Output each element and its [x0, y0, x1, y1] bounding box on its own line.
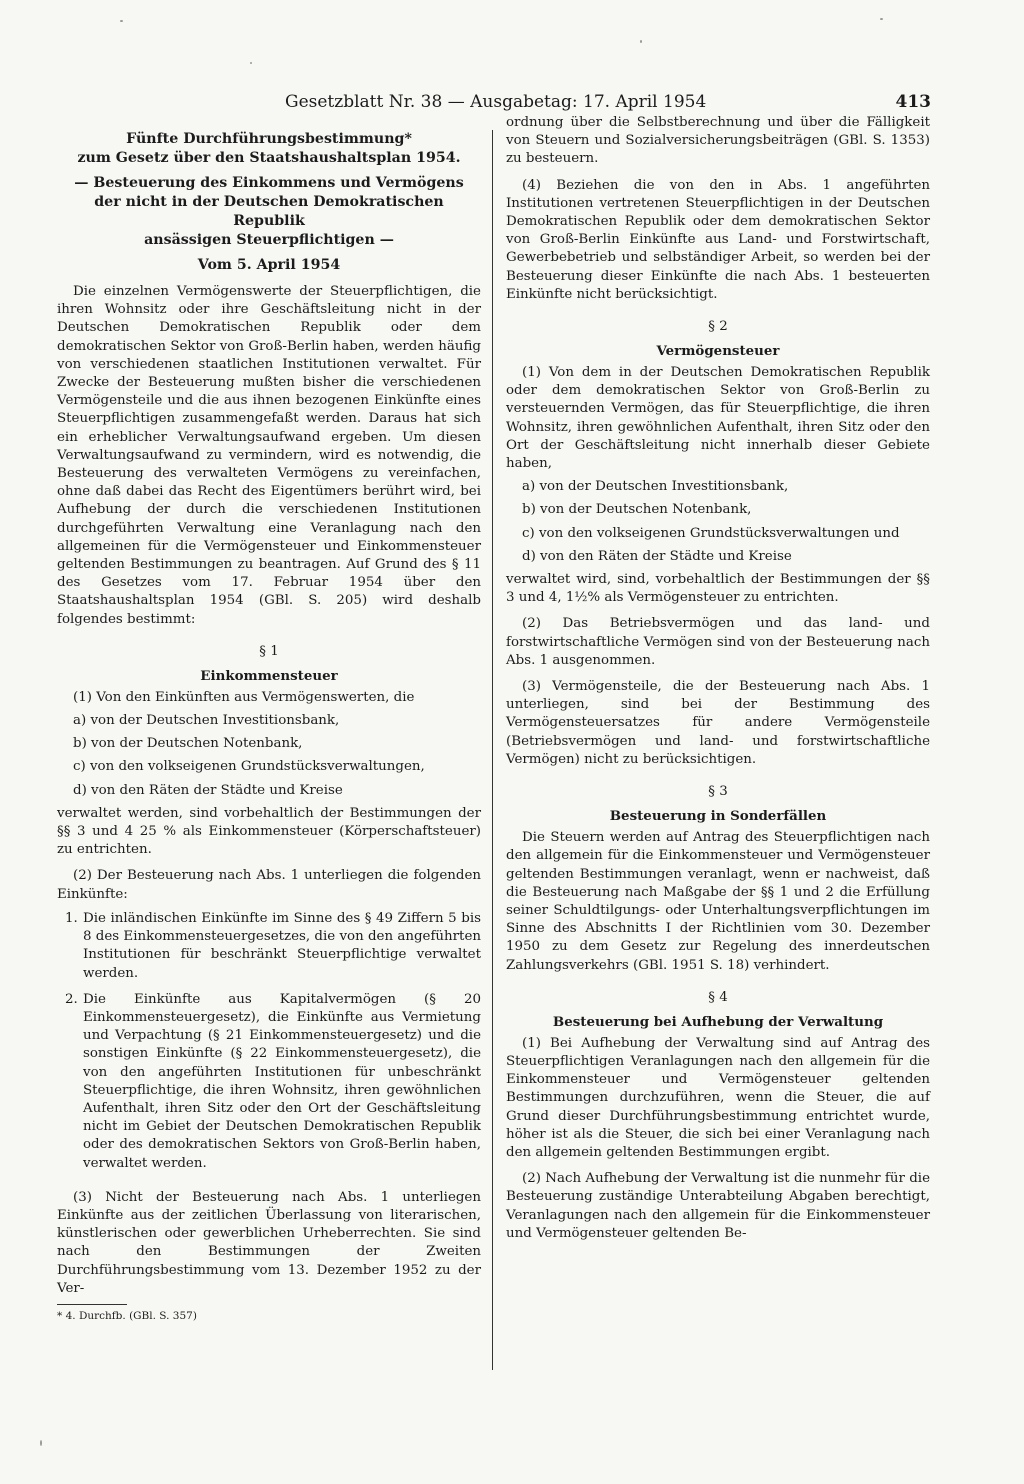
item-number: 1.	[65, 910, 78, 926]
subtitle-line-3: ansässigen Steuerpflichtigen —	[144, 232, 394, 248]
s2-list-item: d) von den Räten der Städte und Kreise	[522, 548, 792, 564]
s1-list-item: b) von der Deutschen Notenbank,	[73, 736, 303, 752]
s1-paragraph-3-continued: ordnung über die Selbstberechnung und über die Fälligkeit von Steuern und Sozialversicherungsbeiträgen (GBl. S. 1353) zu besteuern.	[506, 115, 930, 167]
page-header	[285, 92, 931, 116]
subtitle-line-2: der nicht in der Deutschen Demokratischen Republik	[94, 194, 444, 229]
s1-numbered-item-2	[57, 991, 481, 1173]
s2-paragraph-3: (3) Vermögensteile, die der Besteuerung nach Abs. 1 unterliegen, sind bei der Bestimmung des Vermögensteuersatzes für andere Vermögensteile (Betriebsvermögen und land- und forstwirtschaftliche Vermögen) nicht zu berücksichtigen.	[506, 679, 930, 767]
footnote: * 4. Durchfb. (GBl. S. 357)	[57, 1309, 197, 1322]
subtitle-line-1: — Besteuerung des Einkommens und Vermögens	[74, 175, 464, 191]
section-1-number: § 1	[259, 643, 279, 659]
s1-list-item: c) von den volkseigenen Grundstücksverwaltungen,	[73, 759, 425, 775]
left-column	[57, 130, 481, 1323]
item-text: Die Einkünfte aus Kapitalvermögen (§ 20 Einkommensteuergesetz), die Einkünfte aus Vermietung und Verpachtung (§ 21 Einkommensteuergesetz) und die sonstigen Einkünfte (§ 22 Einkommensteuergesetz), die von den angeführten Institutionen für unbeschränkt Steuerpflichtige, die ihren Wohnsitz, ihren gewöhnlichen Aufenthalt, ihren Sitz oder den Ort der Geschäftsleitung nicht im Gebiet der Deutschen Demokratischen Republik oder des demokratischen Sektors von Groß-Berlin haben, verwaltet werden.	[83, 991, 481, 1171]
s1-numbered-item-1	[57, 910, 481, 983]
column-divider	[492, 130, 493, 1370]
s2-paragraph-2: (2) Das Betriebsvermögen und das land- und forstwirtschaftliche Vermögen sind von der Besteuerung nach Abs. 1 ausgenommen.	[506, 616, 930, 668]
s2-paragraph-1-after: verwaltet wird, sind, vorbehaltlich der Bestimmungen der §§ 3 und 4, 1½% als Vermögensteuer zu entrichten.	[506, 572, 930, 606]
s1-paragraph-1-intro: (1) Von den Einkünften aus Vermögenswerten, die	[73, 689, 415, 705]
right-column	[506, 114, 930, 1243]
section-3-number: § 3	[708, 784, 728, 800]
s1-paragraph-1-after: verwaltet werden, sind vorbehaltlich der Bestimmungen der §§ 3 und 4 25 % als Einkommensteuer (Körperschaftsteuer) zu entrichten.	[57, 805, 481, 858]
section-1-heading: Einkommensteuer	[200, 667, 338, 684]
scan-speck	[40, 1440, 42, 1446]
item-text: Die inländischen Einkünfte im Sinne des § 49 Ziffern 5 bis 8 des Einkommensteuergesetzes, die von den angeführten Institutionen für beschränkt Steuerpflichtige verwaltet werden.	[83, 910, 481, 981]
section-4-heading: Besteuerung bei Aufhebung der Verwaltung	[552, 1013, 884, 1030]
s4-paragraph-1: (1) Bei Aufhebung der Verwaltung sind auf Antrag des Steuerpflichtigen Veranlagungen nach den allgemein für die Einkommensteuer und Vermögensteuer geltenden Bestimmungen durchzuführen, wenn die Steuer, die auf Grund dieser Durchführungsbestimmung entrichtet wurde, höher ist als die Steuer, die sich bei einer Veranlagung nach den allgemein geltenden Bestimmungen ergibt.	[506, 1035, 930, 1160]
title-line-1: Fünfte Durchführungsbestimmung*	[126, 131, 412, 147]
s1-paragraph-4: (4) Beziehen die von den in Abs. 1 angeführten Institutionen vertretenen Steuerpflichtigen in der Deutschen Demokratischen Republik oder dem demokratischen Sektor von Groß-Berlin Einkünfte aus Land- und Forstwirtschaft, Gewerbebetrieb und selbständiger Arbeit, so werden bei der Besteuerung dieser Einkünfte die nach Abs. 1 besteuerten Einkünfte nicht berücksichtigt.	[506, 177, 930, 302]
section-3-heading: Besteuerung in Sonderfällen	[609, 808, 827, 825]
footnote-rule	[57, 1304, 127, 1305]
s1-list-item: d) von den Räten der Städte und Kreise	[73, 782, 343, 798]
scan-speck	[640, 40, 642, 43]
item-number: 2.	[65, 991, 78, 1007]
header-title: Gesetzblatt Nr. 38 — Ausgabetag: 17. April 1954	[285, 92, 707, 112]
section-4-number: § 4	[708, 989, 728, 1005]
section-2-number: § 2	[708, 319, 728, 335]
section-2-heading: Vermögensteuer	[656, 343, 780, 360]
preamble-paragraph: Die einzelnen Vermögenswerte der Steuerpflichtigen, die ihren Wohnsitz oder ihre Geschäftsleitung nicht in der Deutschen Demokratischen Republik oder dem demokratischen Sektor von Groß-Berlin haben, werden häufig von verschiedenen staatlichen Institutionen verwaltet. Für Zwecke der Besteuerung mußten bisher die verschiedenen Vermögensteile und die aus ihnen bezogenen Einkünfte eines Steuerpflichtigen zusammengefaßt werden. Daraus hat sich ein erheblicher Verwaltungsaufwand ergeben. Um diesen Verwaltungsaufwand zu vermindern, wird es notwendig, die Besteuerung des verwalteten Vermögens zu vereinfachen, ohne daß dabei das Recht des Eigentümers berührt wird, bei Aufhebung der durch die verschiedenen Institutionen durchgeführten Verwaltung eine Veranlagung nach den allgemeinen für die Vermögensteuer und Einkommensteuer geltenden Bestimmungen zu beantragen. Auf Grund des § 11 des Gesetzes vom 17. Februar 1954 über den Staatshaushaltsplan 1954 (GBl. S. 205) wird deshalb folgendes bestimmt:	[57, 284, 481, 627]
title-line-2: zum Gesetz über den Staatshaushaltsplan 1954.	[77, 150, 461, 166]
document-title	[57, 130, 481, 275]
document-date: Vom 5. April 1954	[197, 257, 341, 273]
scan-speck	[120, 20, 123, 22]
s1-paragraph-2-intro: (2) Der Besteuerung nach Abs. 1 unterliegen die folgenden Einkünfte:	[57, 868, 481, 902]
s2-list-item: c) von den volkseigenen Grundstücksverwaltungen und	[522, 525, 900, 541]
s1-paragraph-3: (3) Nicht der Besteuerung nach Abs. 1 unterliegen Einkünfte aus der zeitlichen Überlassung von literarischen, künstlerischen oder gewerblichen Urheberrechten. Sie sind nach den Bestimmungen der Zweiten Durchführungsbestimmung vom 13. Dezember 1952 zu der Ver-	[57, 1189, 481, 1296]
s1-list-item: a) von der Deutschen Investitionsbank,	[73, 713, 340, 729]
scan-speck	[880, 18, 883, 20]
s2-list-item: a) von der Deutschen Investitionsbank,	[522, 479, 789, 495]
scan-speck	[250, 62, 252, 64]
s4-paragraph-2: (2) Nach Aufhebung der Verwaltung ist die nunmehr für die Besteuerung zuständige Unterabteilung Abgaben berechtigt, Veranlagungen nach den allgemein für die Einkommensteuer und Vermögensteuer geltenden Be-	[506, 1171, 930, 1241]
page-number: 413	[895, 92, 931, 112]
s2-paragraph-1-intro: (1) Von dem in der Deutschen Demokratischen Republik oder dem demokratischen Sektor von Groß-Berlin zu versteuernden Vermögen, das für Steuerpflichtige, die ihren Wohnsitz, ihren gewöhnlichen Aufenthalt, ihren Sitz oder den Ort der Geschäftsleitung nicht innerhalb dieser Gebiete haben,	[506, 365, 930, 472]
s3-paragraph-1: Die Steuern werden auf Antrag des Steuerpflichtigen nach den allgemein für die Einkommensteuer und Vermögensteuer geltenden Bestimmungen veranlagt, wenn er nachweist, daß die Besteuerung nach Maßgabe der §§ 1 und 2 die Erfüllung seiner Schuldtilgungs- oder Unterhaltungsverpflichtungen im Sinne des Abschnitts I der Richtlinien vom 30. Dezember 1950 zu dem Gesetz zur Regelung des innerdeutschen Zahlungsverkehrs (GBl. 1951 S. 18) verhindert.	[506, 830, 930, 973]
s2-list-item: b) von der Deutschen Notenbank,	[522, 502, 752, 518]
